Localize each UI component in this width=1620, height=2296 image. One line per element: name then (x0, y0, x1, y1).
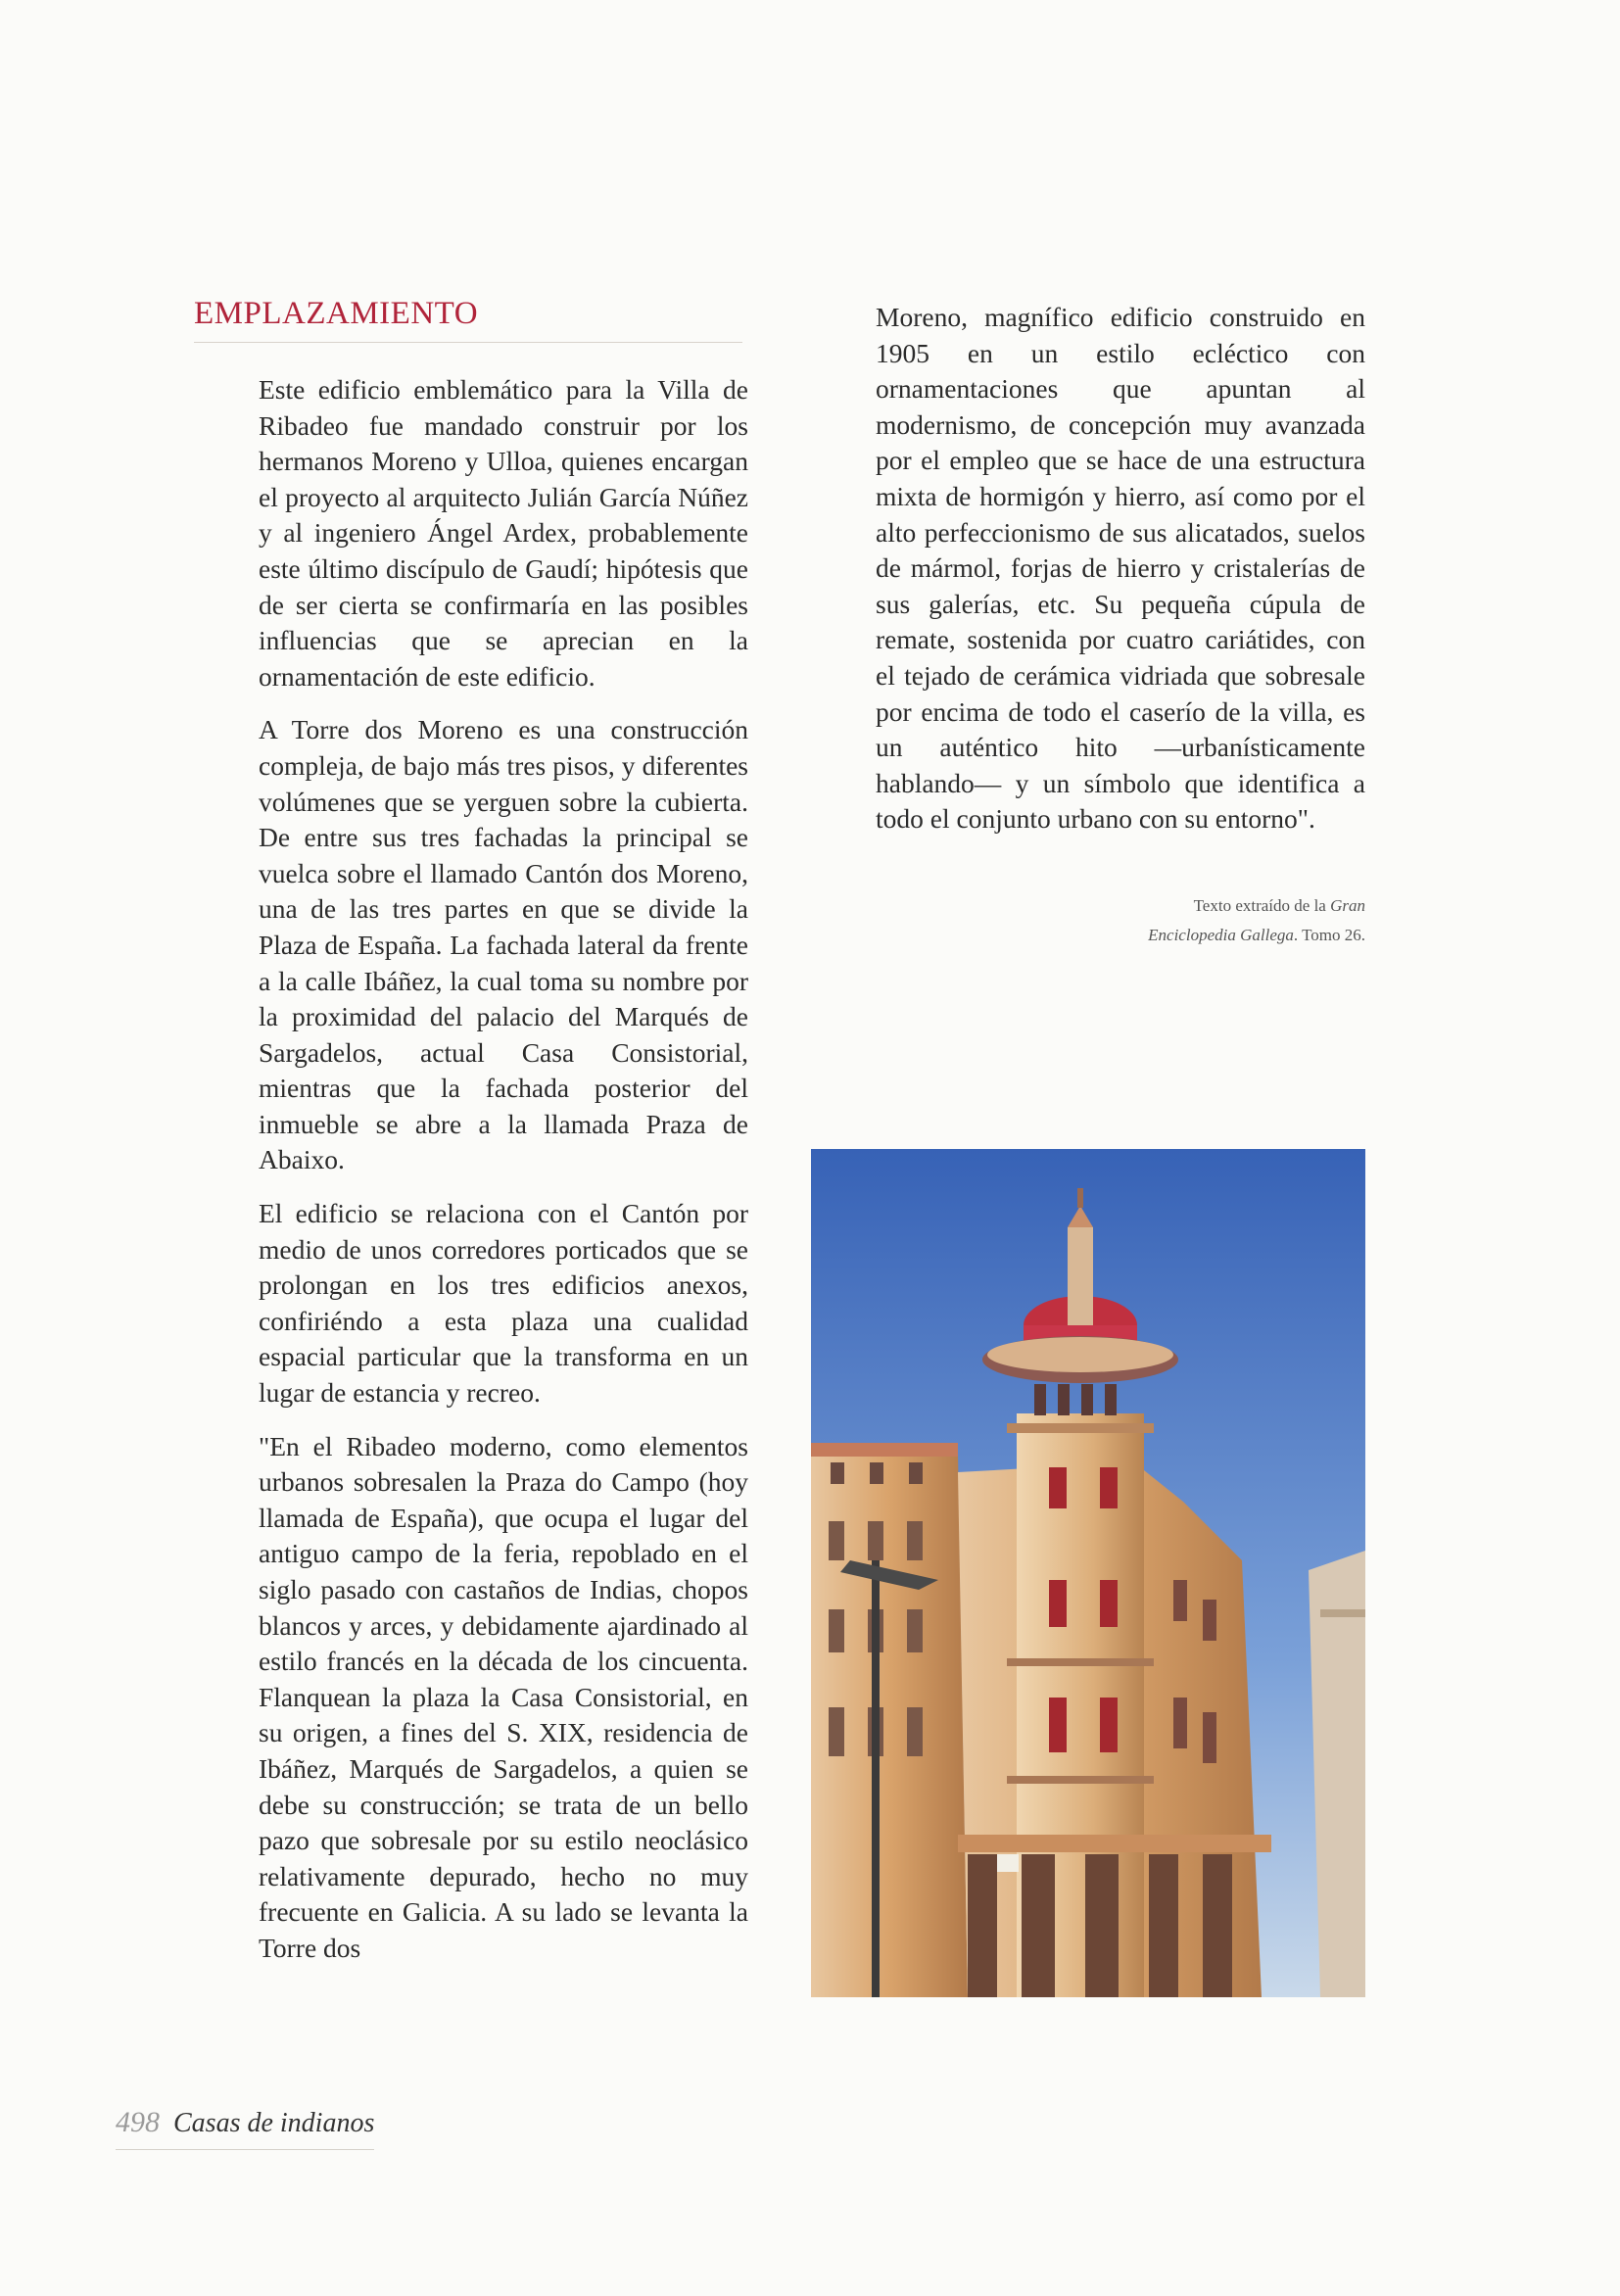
paragraph: "En el Ribadeo moderno, como elementos urbanos sobresalen la Praza do Campo (hoy llamada de España), que ocupa el lugar del antiguo campo de la feria, repoblado en el siglo pasado con castaños de Indias, chopos blancos y arces, y debidamente ajardinado al estilo francés en la década de los cincuenta. Flanquean la plaza la Casa Consistorial, en su origen, a fines del S. XIX, residencia de Ibáñez, Marqués de Sargadelos, a quien se debe su construcción; se trata de un bello pazo que sobresale por su estilo neoclásico relativamente depurado, hecho no muy frecuente en Galicia. A su lado se levanta la Torre dos (259, 1430, 748, 1963)
paragraph: Este edificio emblemático para la Villa de Ribadeo fue mandado construir por los hermanos Moreno y Ulloa, quienes encargan el proyecto al arquitecto Julián García Núñez y al ingeniero Ángel Ardex, probablemente este último discípulo de Gaudí; hipótesis que de ser cierta se confirmaría en las posibles influencias que se aprecian en la ornamentación de este edificio. (259, 374, 748, 692)
paragraph: El edificio se relaciona con el Cantón por medio de unos corredores porticados que se prolongan en los tres edificios anexos, confiriéndo a esta plaza una cualidad espacial particular que la transforma en un lugar de estancia y recreo. (259, 1198, 748, 1409)
section-heading: EMPLAZAMIENTO (194, 296, 742, 343)
source-citation (1068, 891, 1365, 950)
torre-dos-moreno-illustration (811, 1149, 1365, 1997)
paragraph: A Torre dos Moreno es una construcción compleja, de bajo más tres pisos, y diferentes volúmenes que se yerguen sobre la cubierta. De entre sus tres fachadas la principal se vuelca sobre el llamado Cantón dos Moreno, una de las tres partes en que se divide la Plaza de España. La fachada lateral da frente a la calle Ibáñez, la cual toma su nombre por la proximidad del palacio del Marqués de Sargadelos, actual Casa Consistorial, mientras que la fachada posterior del inmueble se abre a la llamada Praza de Abaixo. (259, 714, 748, 1175)
building-photo (811, 1149, 1365, 1997)
page-footer (116, 2106, 374, 2150)
citation-text: Texto extraído de la (1193, 896, 1331, 915)
citation-title: Gran (1330, 896, 1365, 915)
citation-text: . Tomo 26. (1293, 926, 1365, 944)
page-number: 498 (116, 2106, 160, 2138)
left-text-column (259, 372, 748, 1985)
book-title: Casas de indianos (173, 2108, 375, 2138)
citation-title: Enciclopedia Gallega (1148, 926, 1294, 944)
paragraph: Moreno, magnífico edificio construido en 1905 en un estilo ecléctico con ornamentaciones que apuntan al modernismo, de concepción muy avanzada por el empleo que se hace de una estructura mixta de hormigón y hierro, así como por el alto perfeccionismo de sus alicatados, suelos de mármol, forjas de hierro y cristalerías de sus galerías, etc. Su pequeña cúpula de remate, sostenida por cuatro cariátides, con el tejado de cerámica vidriada que sobresale por encima de todo el caserío de la villa, es un auténtico hito —urbanísticamente hablando— y un símbolo que identifica a todo el conjunto urbano con su entorno". (876, 302, 1365, 835)
right-text-column (876, 300, 1365, 855)
